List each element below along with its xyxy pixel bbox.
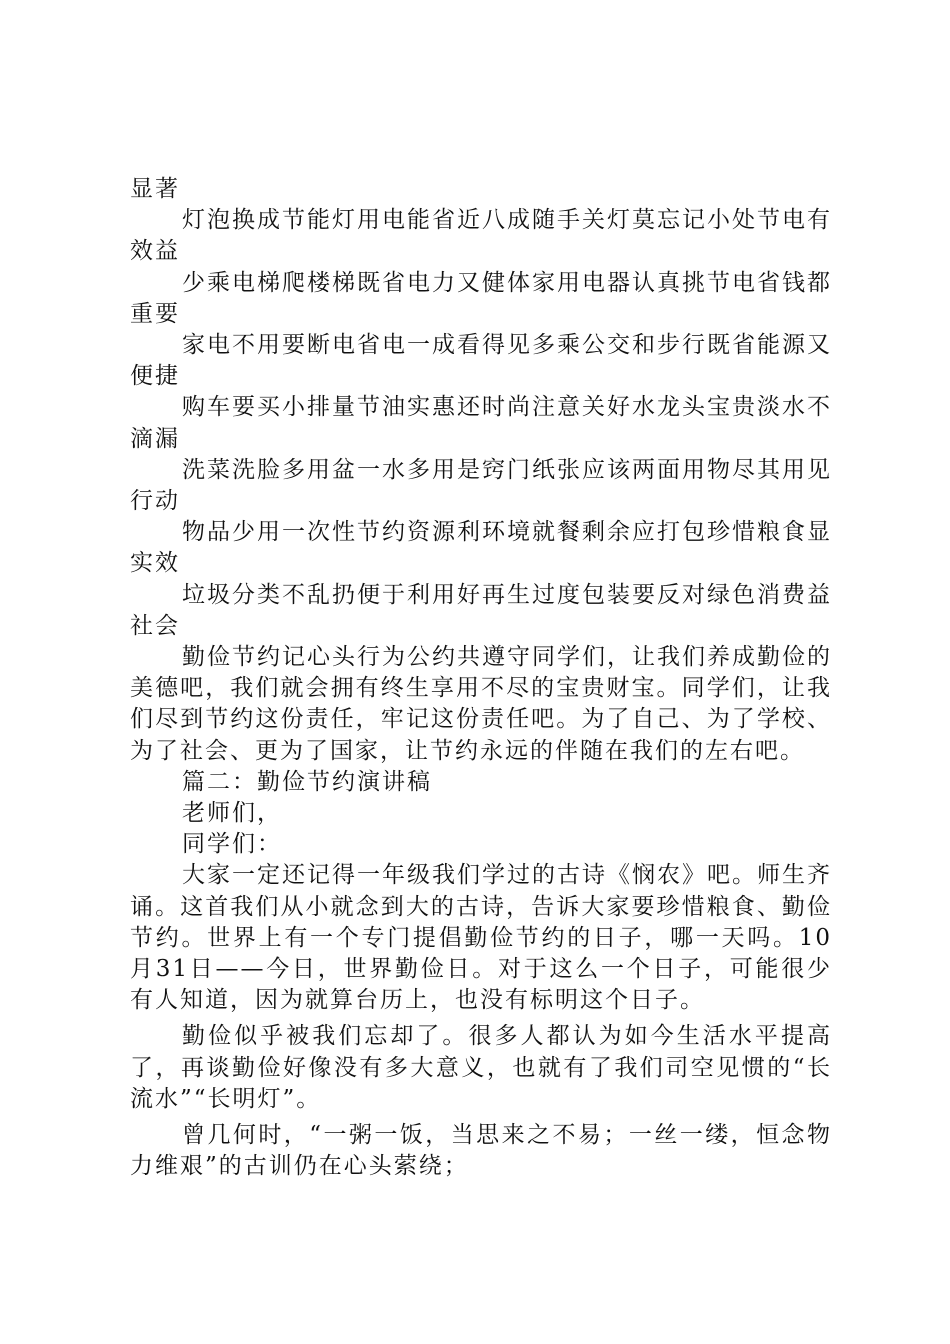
paragraph-continuation: 显著 xyxy=(130,176,180,202)
document-page xyxy=(130,174,832,1183)
paragraph-ancient-motto: 曾几何时，“一粥一饭，当思来之不易；一丝一缕，恒念物力维艰”的古训仍在心头萦绕； xyxy=(130,1122,832,1180)
paragraph-car: 购车要买小排量节油实惠还时尚注意关好水龙头宝贵淡水不滴漏 xyxy=(130,394,832,452)
salutation-students: 同学们： xyxy=(182,831,282,858)
paragraph-intro: 大家一定还记得一年级我们学过的古诗《悯农》吧。师生齐诵。这首我们从小就念到大的古诗，告诉大家要珍惜粮食、勤俭节约。世界上有一个专门提倡勤俭节约的日子，哪一天吗。10月31日——今日，世界勤俭日。对于这么一个日子，可能很少有人知道，因为就算台历上，也没有标明这个日子。 xyxy=(130,862,832,1014)
paragraph-energy-saving-lamp: 灯泡换成节能灯用电能省近八成随手关灯莫忘记小处节电有效益 xyxy=(130,207,832,265)
paragraph-elevator: 少乘电梯爬楼梯既省电力又健体家用电器认真挑节电省钱都重要 xyxy=(130,269,832,327)
paragraph-disposables: 物品少用一次性节约资源利环境就餐剩余应打包珍惜粮食显实效 xyxy=(130,519,832,577)
section-heading: 篇二：勤俭节约演讲稿 xyxy=(182,768,432,795)
paragraph-garbage: 垃圾分类不乱扔便于利用好再生过度包装要反对绿色消费益社会 xyxy=(130,581,832,639)
paragraph-conclusion: 勤俭节约记心头行为公约共遵守同学们，让我们养成勤俭的美德吧，我们就会拥有终生享用不尽的宝贵财宝。同学们，让我们尽到节约这份责任，牢记这份责任吧。为了自己、为了学校、为了社会、更为了国家，让节约永远的伴随在我们的左右吧。 xyxy=(130,644,832,764)
paragraph-appliances: 家电不用要断电省电一成看得见多乘公交和步行既省能源又便捷 xyxy=(130,332,832,390)
salutation-teachers: 老师们， xyxy=(182,800,282,827)
paragraph-water: 洗菜洗脸多用盆一水多用是窍门纸张应该两面用物尽其用见行动 xyxy=(130,456,832,515)
paragraph-forgotten: 勤俭似乎被我们忘却了。很多人都认为如今生活水平提高了，再谈勤俭好像没有多大意义，也就有了我们司空见惯的“长流水”“长明灯”。 xyxy=(130,1023,832,1112)
